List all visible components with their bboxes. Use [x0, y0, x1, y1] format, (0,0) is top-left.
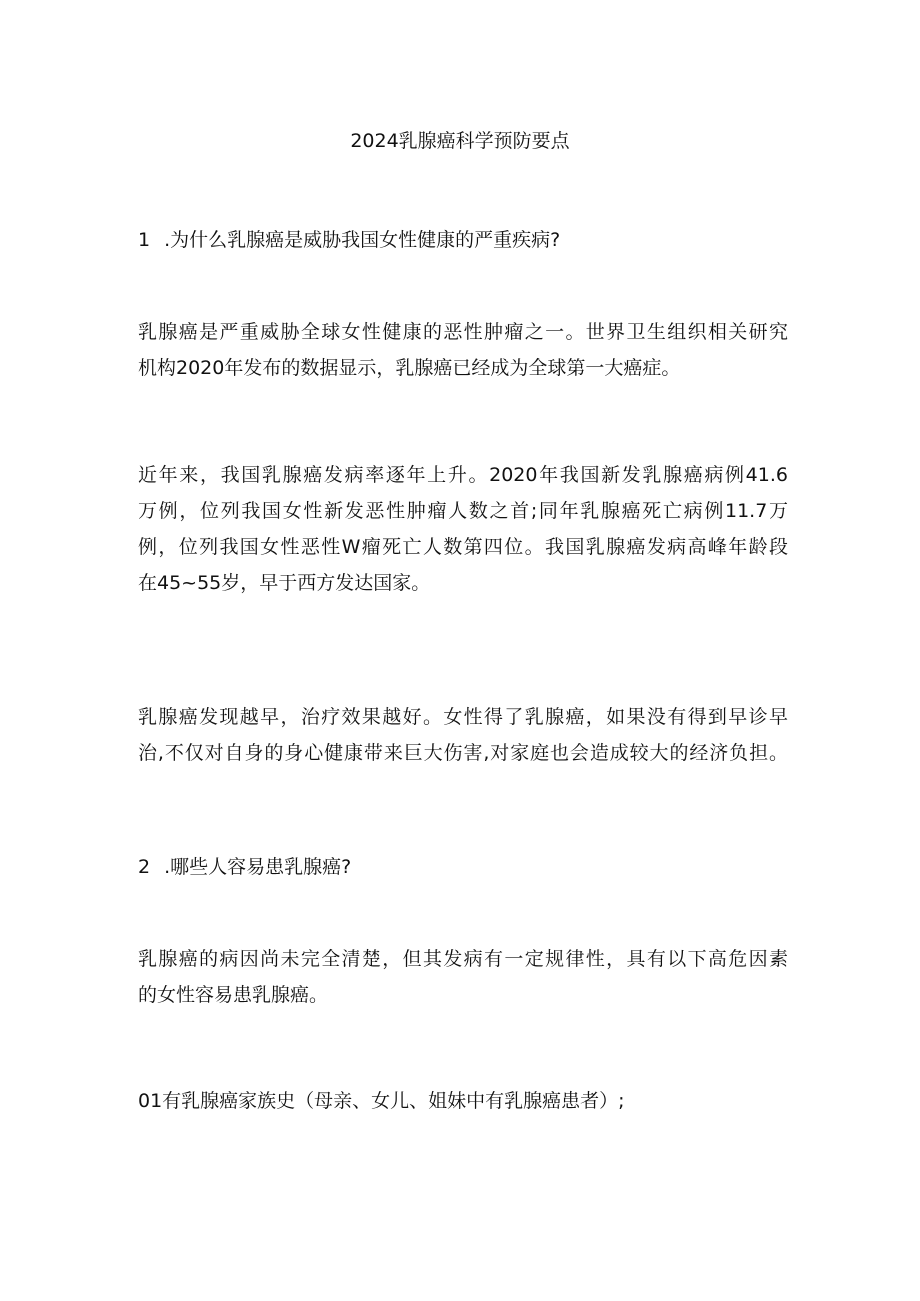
document-title: 2024乳腺癌科学预防要点: [350, 130, 570, 152]
section-heading-text: .为什么乳腺癌是威胁我国女性健康的严重疾病?: [164, 229, 561, 251]
section-2-heading: [138, 853, 351, 881]
paragraph-line: 的女性容易患乳腺癌。: [138, 984, 329, 1006]
section-1-paragraph-2: [138, 457, 788, 601]
section-2-list-item-1: [138, 1083, 788, 1119]
section-number: 1: [138, 229, 151, 251]
section-1-paragraph-3: [138, 699, 788, 771]
section-1-paragraph-1: [138, 314, 788, 386]
paragraph-line: 机构2020年发布的数据显示，乳腺癌已经成为全球第一大癌症。: [138, 357, 681, 379]
paragraph-line: 在45~55岁，早于西方发达国家。: [138, 572, 431, 594]
paragraph-line: 例，位列我国女性恶性W瘤死亡人数第四位。我国乳腺癌发病高峰年龄段: [138, 536, 788, 558]
paragraph-line: 乳腺癌发现越早，治疗效果越好。女性得了乳腺癌，如果没有得到早诊早: [138, 706, 788, 728]
paragraph-line: 万例，位列我国女性新发恶性肿瘤人数之首;同年乳腺癌死亡病例11.7万: [138, 500, 788, 522]
paragraph-line: 治,不仅对自身的身心健康带来巨大伤害,对家庭也会造成较大的经济负担。: [138, 742, 788, 764]
section-2-paragraph-1: [138, 941, 788, 1013]
section-heading-text: .哪些人容易患乳腺癌?: [164, 856, 352, 878]
list-item: 01有乳腺癌家族史（母亲、女儿、姐妹中有乳腺癌患者）;: [138, 1090, 625, 1112]
section-1-heading: [138, 226, 560, 254]
paragraph-line: 乳腺癌是严重威胁全球女性健康的恶性肿瘤之一。世界卫生组织相关研究: [138, 321, 788, 343]
paragraph-line: 乳腺癌的病因尚未完全清楚，但其发病有一定规律性，具有以下高危因素: [138, 948, 788, 970]
paragraph-line: 近年来，我国乳腺癌发病率逐年上升。2020年我国新发乳腺癌病例41.6: [138, 464, 788, 486]
section-number: 2: [138, 856, 151, 878]
